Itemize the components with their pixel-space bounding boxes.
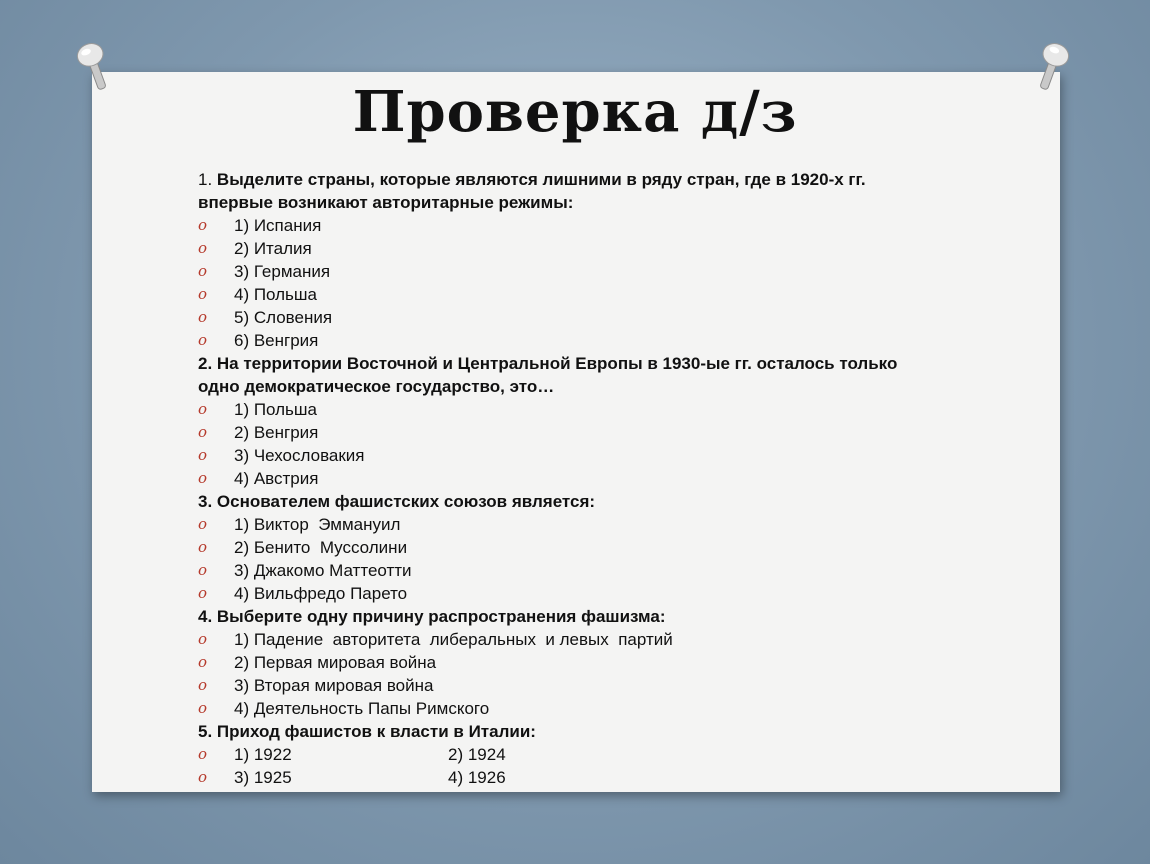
question-3-text: 3. Основателем фашистских союзов является: — [198, 492, 596, 511]
list-item — [198, 421, 1018, 444]
option-label: 1) 1922 — [234, 745, 292, 764]
bullet-icon: o — [198, 308, 208, 326]
slide-title: Проверка д/з — [352, 79, 798, 145]
option-label: 6) Венгрия — [234, 331, 319, 350]
option-label: 4) Вильфредо Парето — [234, 584, 408, 603]
bullet-icon: o — [198, 446, 208, 464]
list-item — [198, 214, 1018, 237]
option-label: 4) 1926 — [448, 768, 506, 787]
bullet-icon: o — [198, 745, 208, 763]
question-2 — [198, 352, 1018, 398]
bullet-icon: o — [198, 469, 208, 487]
option-label: 4) Деятельность Папы Римского — [234, 699, 490, 718]
question-3 — [198, 490, 1018, 513]
bullet-icon: o — [198, 331, 208, 349]
question-2-text-line2: одно демократическое государство, это… — [198, 377, 555, 396]
list-item — [198, 260, 1018, 283]
list-item — [198, 743, 1018, 766]
option-label: 2) Италия — [234, 239, 312, 258]
bullet-icon: o — [198, 561, 208, 579]
question-1-text: Выделите страны, которые являются лишними в ряду стран, где в 1920-х гг. — [216, 170, 866, 189]
list-item — [198, 628, 1018, 651]
bullet-icon: o — [198, 768, 208, 786]
option-label: 2) 1924 — [448, 745, 506, 764]
list-item — [198, 398, 1018, 421]
question-1-number: 1. — [198, 170, 213, 189]
option-label: 5) Словения — [234, 308, 333, 327]
list-item — [198, 651, 1018, 674]
list-item — [198, 582, 1018, 605]
option-label: 1) Испания — [234, 216, 322, 235]
list-item — [198, 697, 1018, 720]
bullet-icon: o — [198, 285, 208, 303]
list-item — [198, 674, 1018, 697]
list-item — [198, 467, 1018, 490]
question-5 — [198, 720, 1018, 743]
bullet-icon: o — [198, 262, 208, 280]
question-5-text: 5. Приход фашистов к власти в Италии: — [198, 722, 536, 741]
question-1-text-line2: впервые возникают авторитарные режимы: — [198, 193, 574, 212]
option-label: 2) Венгрия — [234, 423, 319, 442]
option-label: 3) Германия — [234, 262, 331, 281]
bullet-icon: o — [198, 630, 208, 648]
question-2-text: 2. На территории Восточной и Центральной Европы в 1930-ые гг. осталось только — [198, 354, 898, 373]
list-item — [198, 237, 1018, 260]
option-label: 1) Падение авторитета либеральных и левых партий — [234, 630, 673, 649]
option-label: 3) Вторая мировая война — [234, 676, 434, 695]
option-label: 1) Польша — [234, 400, 318, 419]
bullet-icon: o — [198, 584, 208, 602]
option-label: 1) Виктор Эммануил — [234, 515, 401, 534]
bullet-icon: o — [198, 676, 208, 694]
list-item — [198, 513, 1018, 536]
quiz-content — [198, 168, 1018, 789]
question-1 — [198, 168, 1018, 214]
list-item — [198, 766, 1018, 789]
list-item — [198, 559, 1018, 582]
option-label: 4) Австрия — [234, 469, 319, 488]
option-label: 3) Джакомо Маттеотти — [234, 561, 412, 580]
bullet-icon: o — [198, 515, 208, 533]
question-4 — [198, 605, 1018, 628]
list-item — [198, 444, 1018, 467]
bullet-icon: o — [198, 216, 208, 234]
option-label: 3) 1925 — [234, 768, 292, 787]
option-label: 4) Польша — [234, 285, 318, 304]
bullet-icon: o — [198, 400, 208, 418]
list-item — [198, 329, 1018, 352]
bullet-icon: o — [198, 653, 208, 671]
list-item — [198, 536, 1018, 559]
option-label: 2) Бенито Муссолини — [234, 538, 408, 557]
bullet-icon: o — [198, 699, 208, 717]
bullet-icon: o — [198, 423, 208, 441]
bullet-icon: o — [198, 239, 208, 257]
list-item — [198, 306, 1018, 329]
list-item — [198, 283, 1018, 306]
bullet-icon: o — [198, 538, 208, 556]
option-label: 2) Первая мировая война — [234, 653, 437, 672]
option-label: 3) Чехословакия — [234, 446, 365, 465]
question-4-text: 4. Выберите одну причину распространения фашизма: — [198, 607, 666, 626]
